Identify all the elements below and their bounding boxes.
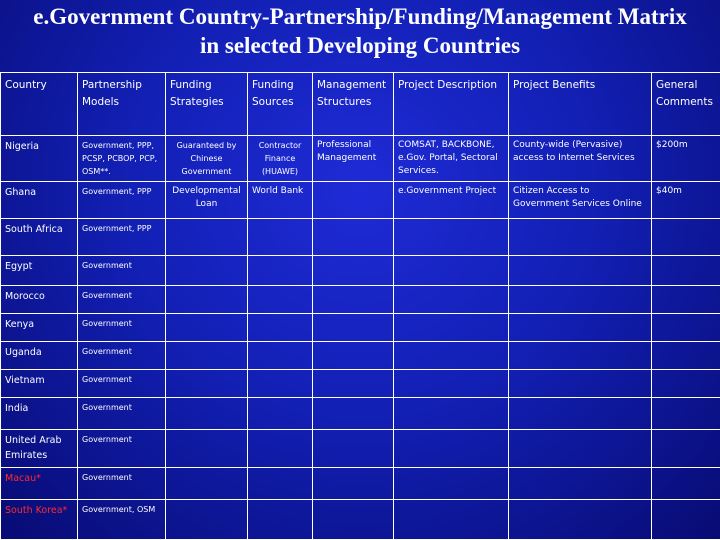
table-row bbox=[1, 219, 720, 256]
cell-benefits bbox=[509, 468, 652, 500]
header-partnership-models: Partnership Models bbox=[78, 73, 166, 136]
cell-funding-strategy bbox=[166, 286, 248, 314]
cell-funding-strategy: Developmental Loan bbox=[166, 182, 248, 219]
cell-partnership: Government, PPP, PCSP, PCBOP, PCP, OSM**. bbox=[78, 136, 166, 182]
cell-country: Egypt bbox=[1, 256, 78, 286]
cell-funding-source bbox=[248, 219, 313, 256]
cell-comments bbox=[652, 500, 720, 540]
cell-partnership: Government, PPP bbox=[78, 182, 166, 219]
cell-partnership: Government bbox=[78, 342, 166, 370]
table-row bbox=[1, 500, 720, 540]
cell-management bbox=[313, 370, 394, 398]
cell-comments: $40m bbox=[652, 182, 720, 219]
cell-comments bbox=[652, 430, 720, 468]
cell-country: United Arab Emirates bbox=[1, 430, 78, 468]
cell-funding-strategy bbox=[166, 398, 248, 430]
table-row bbox=[1, 286, 720, 314]
cell-country: South Korea* bbox=[1, 500, 78, 540]
cell-management bbox=[313, 219, 394, 256]
cell-funding-strategy bbox=[166, 314, 248, 342]
cell-funding-source bbox=[248, 398, 313, 430]
cell-benefits: Citizen Access to Government Services Online bbox=[509, 182, 652, 219]
cell-country: South Africa bbox=[1, 219, 78, 256]
table-row bbox=[1, 342, 720, 370]
header-project-benefits: Project Benefits bbox=[509, 73, 652, 136]
country-matrix-table bbox=[0, 72, 720, 540]
title-line-1: e.Government Country-Partnership/Funding/Management Matrix bbox=[33, 4, 687, 29]
cell-comments: $200m bbox=[652, 136, 720, 182]
slide-title bbox=[0, 0, 720, 60]
cell-partnership: Government, PPP bbox=[78, 219, 166, 256]
header-funding-strategies: Funding Strategies bbox=[166, 73, 248, 136]
cell-description bbox=[394, 342, 509, 370]
cell-partnership: Government bbox=[78, 370, 166, 398]
cell-partnership: Government bbox=[78, 286, 166, 314]
header-general-comments: General Comments bbox=[652, 73, 720, 136]
cell-management bbox=[313, 468, 394, 500]
cell-partnership: Government bbox=[78, 430, 166, 468]
cell-comments bbox=[652, 342, 720, 370]
cell-description bbox=[394, 430, 509, 468]
cell-funding-source: Contractor Finance (HUAWE) bbox=[248, 136, 313, 182]
cell-partnership: Government bbox=[78, 468, 166, 500]
cell-management bbox=[313, 314, 394, 342]
cell-benefits bbox=[509, 342, 652, 370]
cell-management bbox=[313, 398, 394, 430]
cell-funding-source bbox=[248, 256, 313, 286]
cell-description: COMSAT, BACKBONE, e.Gov. Portal, Sectoral Services. bbox=[394, 136, 509, 182]
cell-country: Uganda bbox=[1, 342, 78, 370]
cell-funding-source bbox=[248, 342, 313, 370]
cell-country: Kenya bbox=[1, 314, 78, 342]
cell-comments bbox=[652, 256, 720, 286]
cell-comments bbox=[652, 314, 720, 342]
cell-funding-source bbox=[248, 314, 313, 342]
table-row bbox=[1, 468, 720, 500]
cell-country: India bbox=[1, 398, 78, 430]
cell-management bbox=[313, 500, 394, 540]
cell-management bbox=[313, 182, 394, 219]
header-project-description: Project Description bbox=[394, 73, 509, 136]
cell-partnership: Government bbox=[78, 256, 166, 286]
cell-description bbox=[394, 314, 509, 342]
cell-management bbox=[313, 342, 394, 370]
cell-country: Nigeria bbox=[1, 136, 78, 182]
cell-funding-strategy bbox=[166, 430, 248, 468]
cell-funding-source bbox=[248, 370, 313, 398]
cell-benefits bbox=[509, 430, 652, 468]
cell-partnership: Government, OSM bbox=[78, 500, 166, 540]
cell-benefits bbox=[509, 219, 652, 256]
header-management-structures: Management Structures bbox=[313, 73, 394, 136]
cell-country: Ghana bbox=[1, 182, 78, 219]
cell-comments bbox=[652, 370, 720, 398]
table-row bbox=[1, 370, 720, 398]
cell-country: Morocco bbox=[1, 286, 78, 314]
cell-benefits bbox=[509, 286, 652, 314]
table-row bbox=[1, 256, 720, 286]
cell-funding-source bbox=[248, 430, 313, 468]
cell-benefits: County-wide (Pervasive) access to Internet Services bbox=[509, 136, 652, 182]
cell-comments bbox=[652, 219, 720, 256]
cell-funding-source bbox=[248, 468, 313, 500]
cell-management bbox=[313, 430, 394, 468]
table-row bbox=[1, 136, 720, 182]
table-row bbox=[1, 430, 720, 468]
cell-management: Professional Management bbox=[313, 136, 394, 182]
cell-comments bbox=[652, 398, 720, 430]
cell-country: Vietnam bbox=[1, 370, 78, 398]
cell-benefits bbox=[509, 256, 652, 286]
cell-description bbox=[394, 468, 509, 500]
cell-benefits bbox=[509, 398, 652, 430]
cell-funding-strategy bbox=[166, 468, 248, 500]
cell-description bbox=[394, 398, 509, 430]
cell-funding-strategy bbox=[166, 256, 248, 286]
table-row bbox=[1, 314, 720, 342]
table-header-row bbox=[1, 73, 720, 136]
cell-funding-source bbox=[248, 286, 313, 314]
cell-funding-strategy bbox=[166, 500, 248, 540]
cell-benefits bbox=[509, 500, 652, 540]
cell-benefits bbox=[509, 370, 652, 398]
table-row bbox=[1, 182, 720, 219]
cell-description bbox=[394, 256, 509, 286]
cell-comments bbox=[652, 286, 720, 314]
cell-description: e.Government Project bbox=[394, 182, 509, 219]
cell-funding-source: World Bank bbox=[248, 182, 313, 219]
cell-funding-source bbox=[248, 500, 313, 540]
cell-description bbox=[394, 500, 509, 540]
cell-funding-strategy: Guaranteed by Chinese Government bbox=[166, 136, 248, 182]
cell-funding-strategy bbox=[166, 219, 248, 256]
cell-management bbox=[313, 256, 394, 286]
cell-partnership: Government bbox=[78, 398, 166, 430]
cell-description bbox=[394, 219, 509, 256]
cell-partnership: Government bbox=[78, 314, 166, 342]
cell-benefits bbox=[509, 314, 652, 342]
cell-comments bbox=[652, 468, 720, 500]
cell-description bbox=[394, 286, 509, 314]
cell-funding-strategy bbox=[166, 370, 248, 398]
table-row bbox=[1, 398, 720, 430]
header-country: Country bbox=[1, 73, 78, 136]
cell-country: Macau* bbox=[1, 468, 78, 500]
header-funding-sources: Funding Sources bbox=[248, 73, 313, 136]
cell-funding-strategy bbox=[166, 342, 248, 370]
cell-management bbox=[313, 286, 394, 314]
cell-description bbox=[394, 370, 509, 398]
title-line-2: in selected Developing Countries bbox=[199, 33, 521, 58]
